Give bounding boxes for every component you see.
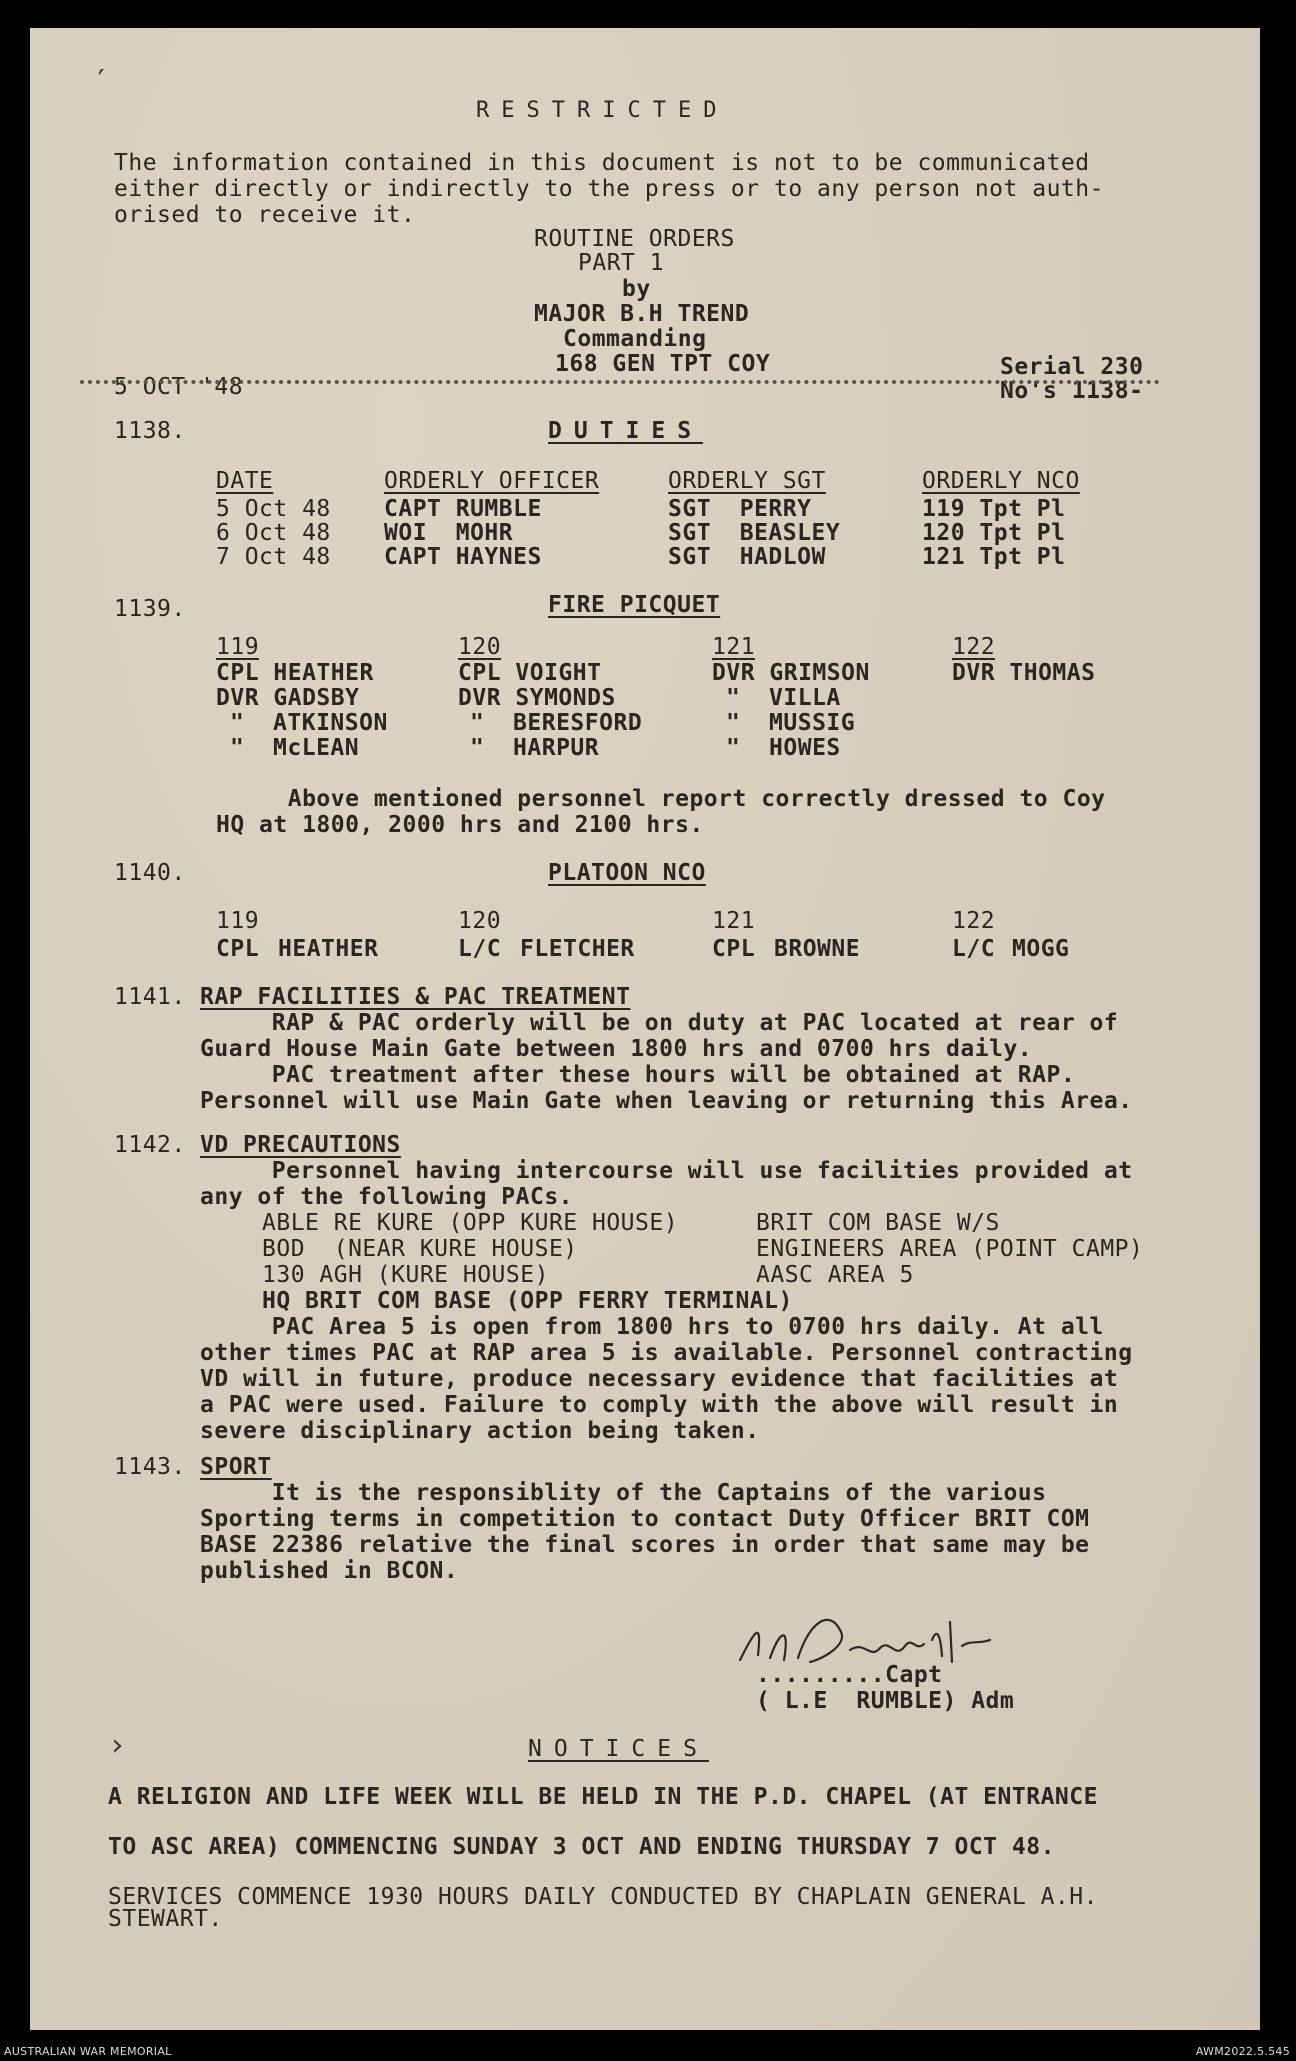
rap-line: Personnel will use Main Gate when leaving or returning this Area. — [200, 1088, 1133, 1114]
pac-location: AASC AREA 5 — [756, 1262, 914, 1288]
rap-line: PAC treatment after these hours will be obtained at RAP. — [200, 1062, 1076, 1088]
duties-header-officer: ORDERLY OFFICER — [384, 468, 600, 494]
vd-heading: VD PRECAUTIONS — [200, 1132, 401, 1158]
duties-nco: 120 Tpt Pl — [922, 520, 1066, 546]
section-number: 1142. — [114, 1132, 186, 1158]
picquet-report-line: Above mentioned personnel report correctly dressed to Coy — [216, 786, 1106, 812]
unit-name: 168 GEN TPT COY — [555, 351, 771, 377]
picquet-member: " HOWES — [726, 735, 841, 761]
rap-line: Guard House Main Gate between 1800 hrs and 0700 hrs daily. — [200, 1036, 1033, 1062]
sport-line: Sporting terms in competition to contact Duty Officer BRIT COM — [200, 1506, 1090, 1532]
sport-heading: SPORT — [200, 1454, 272, 1480]
duties-officer: CAPT RUMBLE — [384, 496, 542, 522]
picquet-member: CPL VOIGHT — [458, 660, 602, 686]
picquet-member: " BERESFORD — [470, 710, 643, 736]
archive-reference: AWM2022.5.545 — [1195, 2045, 1290, 2058]
nco-platoon: 119 — [216, 908, 260, 934]
notices-heading: NOTICES — [528, 1736, 709, 1762]
rap-heading: RAP FACILITIES & PAC TREATMENT — [200, 984, 631, 1010]
duties-nco: 119 Tpt Pl — [922, 496, 1066, 522]
duties-sgt: SGT BEASLEY — [668, 520, 841, 546]
picquet-member: " VILLA — [726, 685, 841, 711]
picquet-report-line: HQ at 1800, 2000 hrs and 2100 hrs. — [216, 812, 704, 838]
notice-line: TO ASC AREA) COMMENCING SUNDAY 3 OCT AND ENDING THURSDAY 7 OCT 48. — [108, 1834, 1055, 1860]
duties-officer: CAPT HAYNES — [384, 544, 542, 570]
sport-line: BASE 22386 relative the final scores in order that same may be — [200, 1532, 1090, 1558]
restricted-heading: RESTRICTED — [476, 98, 729, 123]
rap-line: RAP & PAC orderly will be on duty at PAC located at rear of — [200, 1010, 1119, 1036]
picquet-member: CPL HEATHER — [216, 660, 374, 686]
part-label: PART 1 — [578, 250, 665, 276]
vd-line: VD will in future, produce necessary evidence that facilities at — [200, 1366, 1119, 1392]
pencil-mark: › — [108, 1728, 127, 1763]
pac-location: ENGINEERS AREA (POINT CAMP) — [756, 1236, 1144, 1262]
signature-line: .........Capt — [756, 1662, 943, 1688]
order-numbers: No's 1138- — [1000, 378, 1144, 404]
vd-intro-line: Personnel having intercourse will use facilities provided at — [200, 1158, 1133, 1184]
nco-name: FLETCHER — [520, 936, 635, 962]
nco-platoon: 120 — [458, 908, 502, 934]
notice-line: SERVICES COMMENCE 1930 HOURS DAILY CONDUCTED BY CHAPLAIN GENERAL A.H. — [108, 1884, 1098, 1910]
dotted-separator — [80, 380, 1160, 384]
duties-heading: DUTIES — [548, 418, 704, 444]
duties-header-date: DATE — [216, 468, 274, 494]
section-number: 1140. — [114, 860, 186, 886]
picquet-member: DVR GADSBY — [216, 685, 360, 711]
duties-header-sgt: ORDERLY SGT — [668, 468, 826, 494]
platoon-nco-heading: PLATOON NCO — [548, 860, 706, 886]
nco-name: HEATHER — [278, 936, 379, 962]
by-label: by — [622, 276, 651, 302]
picquet-member: DVR GRIMSON — [712, 660, 870, 686]
pac-location: 130 AGH (KURE HOUSE) — [262, 1262, 549, 1288]
section-number: 1139. — [114, 596, 186, 622]
restriction-notice-line: orised to receive it. — [114, 202, 416, 228]
picquet-member: DVR SYMONDS — [458, 685, 616, 711]
picquet-platoon: 120 — [458, 634, 502, 660]
picquet-member: " McLEAN — [230, 735, 360, 761]
order-date: 5 OCT '48 — [114, 374, 244, 400]
nco-rank: L/C — [952, 936, 996, 962]
serial-number: Serial 230 — [1000, 354, 1144, 380]
fire-picquet-heading: FIRE PICQUET — [548, 592, 721, 618]
picquet-member: " MUSSIG — [726, 710, 856, 736]
nco-platoon: 121 — [712, 908, 756, 934]
duties-date: 5 Oct 48 — [216, 496, 331, 522]
notice-line: STEWART. — [108, 1906, 223, 1932]
sport-line: published in BCON. — [200, 1558, 459, 1584]
notice-line: A RELIGION AND LIFE WEEK WILL BE HELD IN THE P.D. CHAPEL (AT ENTRANCE — [108, 1784, 1098, 1810]
duties-sgt: SGT PERRY — [668, 496, 812, 522]
nco-rank: CPL — [712, 936, 756, 962]
section-number: 1138. — [114, 418, 186, 444]
duties-date: 7 Oct 48 — [216, 544, 331, 570]
duties-date: 6 Oct 48 — [216, 520, 331, 546]
restriction-notice-line: The information contained in this document is not to be communicated — [114, 150, 1090, 176]
sport-line: It is the responsiblity of the Captains of the various — [200, 1480, 1047, 1506]
restriction-notice-line: either directly or indirectly to the press or to any person not auth- — [114, 176, 1104, 202]
picquet-platoon: 119 — [216, 634, 260, 660]
picquet-member: DVR THOMAS — [952, 660, 1096, 686]
picquet-member: " ATKINSON — [230, 710, 388, 736]
pac-location: BOD (NEAR KURE HOUSE) — [262, 1236, 578, 1262]
duties-sgt: SGT HADLOW — [668, 544, 826, 570]
section-number: 1143. — [114, 1454, 186, 1480]
routine-orders-title: ROUTINE ORDERS — [534, 226, 735, 252]
nco-rank: CPL — [216, 936, 260, 962]
pac-location: BRIT COM BASE W/S — [756, 1210, 1000, 1236]
duties-officer: WOI MOHR — [384, 520, 514, 546]
pencil-mark: ′ — [92, 64, 111, 99]
nco-platoon: 122 — [952, 908, 996, 934]
archive-credit: AUSTRALIAN WAR MEMORIAL — [4, 2045, 172, 2058]
major-name: MAJOR B.H TREND — [534, 301, 750, 327]
vd-line: other times PAC at RAP area 5 is available. Personnel contracting — [200, 1340, 1133, 1366]
pac-location: ABLE RE KURE (OPP KURE HOUSE) — [262, 1210, 679, 1236]
commanding-label: Commanding — [563, 326, 707, 352]
nco-name: MOGG — [1012, 936, 1070, 962]
nco-rank: L/C — [458, 936, 502, 962]
vd-line: a PAC were used. Failure to comply with the above will result in — [200, 1392, 1119, 1418]
duties-nco: 121 Tpt Pl — [922, 544, 1066, 570]
picquet-platoon: 122 — [952, 634, 996, 660]
vd-line: PAC Area 5 is open from 1800 hrs to 0700 hrs daily. At all — [200, 1314, 1104, 1340]
signatory-name: ( L.E RUMBLE) Adm — [756, 1688, 1015, 1714]
pac-location: HQ BRIT COM BASE (OPP FERRY TERMINAL) — [262, 1288, 793, 1314]
nco-name: BROWNE — [774, 936, 861, 962]
picquet-platoon: 121 — [712, 634, 756, 660]
vd-intro-line: any of the following PACs. — [200, 1184, 574, 1210]
picquet-member: " HARPUR — [470, 735, 600, 761]
vd-line: severe disciplinary action being taken. — [200, 1418, 760, 1444]
section-number: 1141. — [114, 984, 186, 1010]
duties-header-nco: ORDERLY NCO — [922, 468, 1080, 494]
